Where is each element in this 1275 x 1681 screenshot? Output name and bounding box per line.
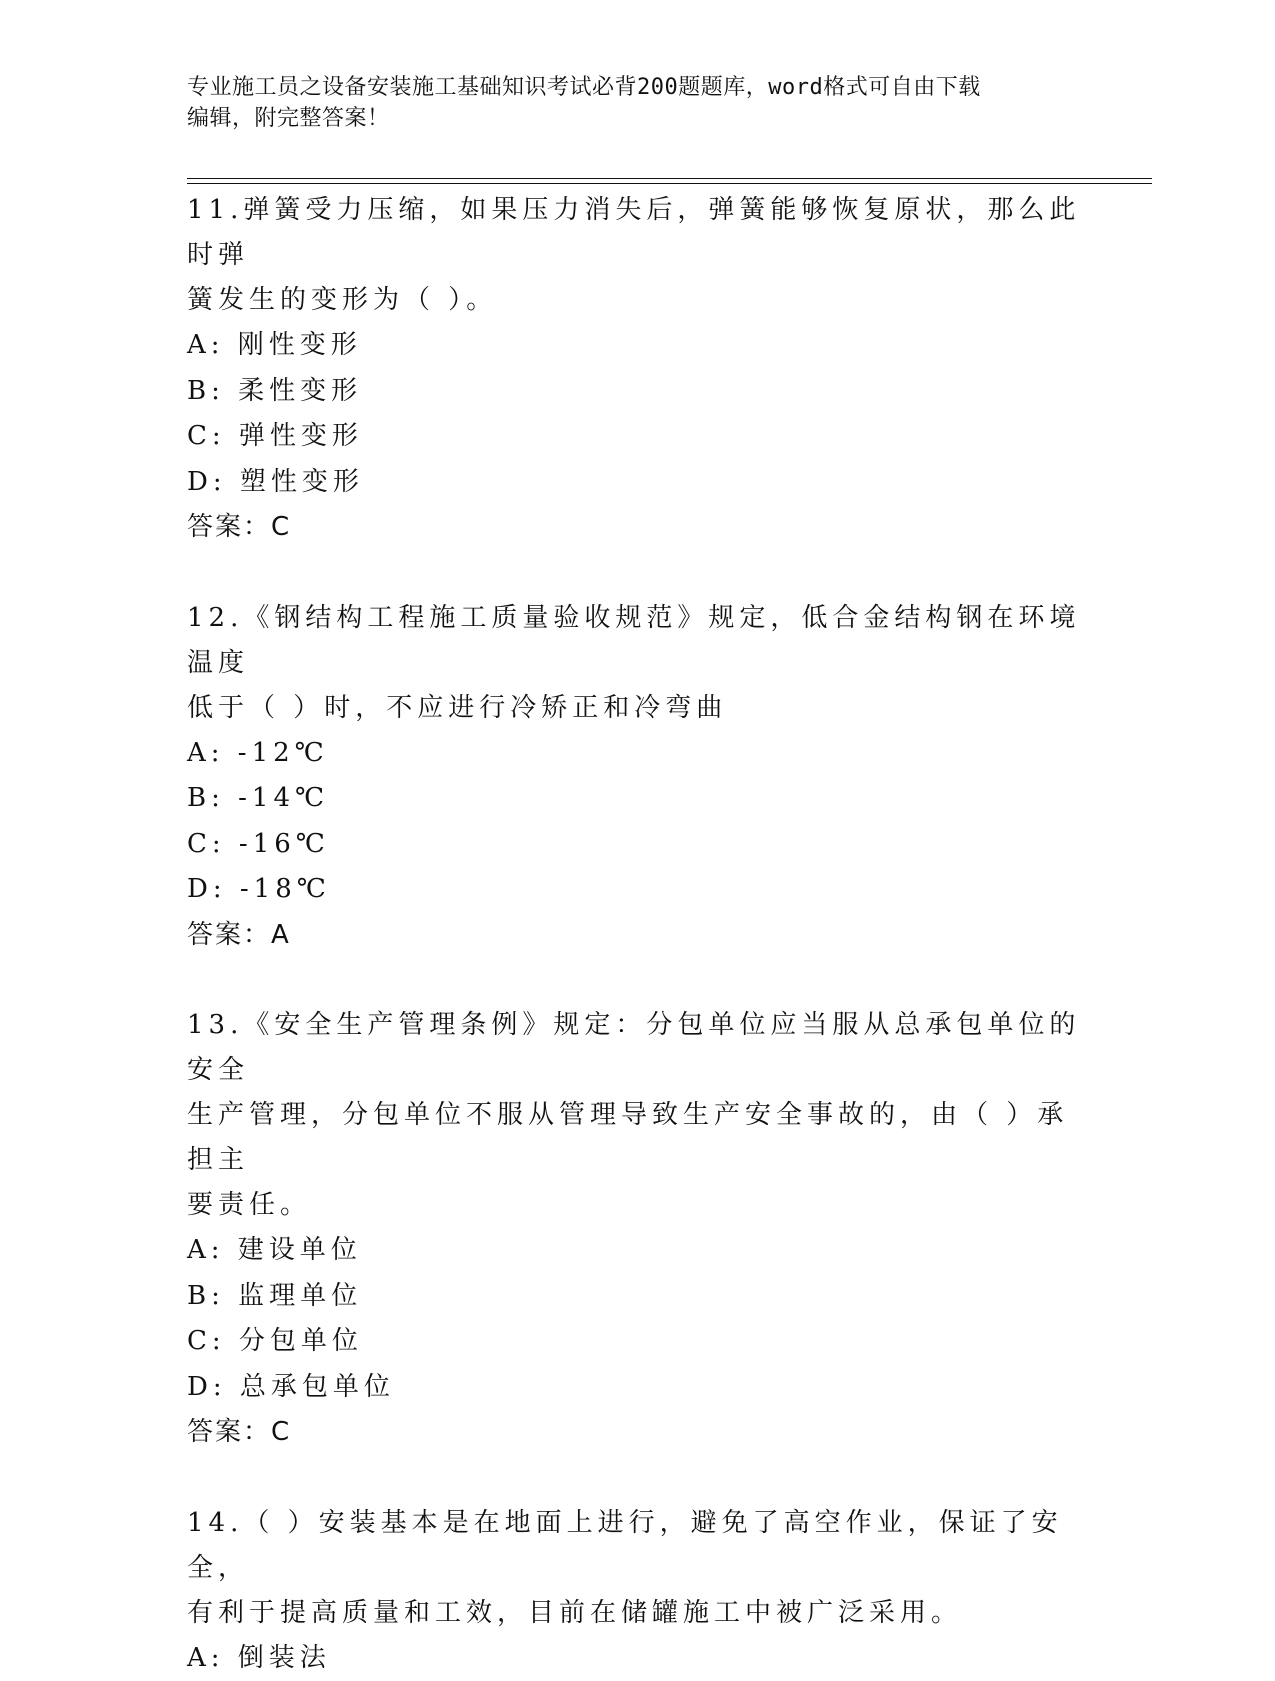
question-text-line: 13.《安全生产管理条例》规定：分包单位应当服从总承包单位的安全 xyxy=(187,1003,1087,1093)
header-line-2: 编辑，附完整答案！ xyxy=(187,103,1067,134)
header-line-1: 专业施工员之设备安装施工基础知识考试必背200题题库，word格式可自由下载 xyxy=(187,72,1067,103)
option-d: D: 塑性变形 xyxy=(187,460,1087,506)
option-c: C: -16℃ xyxy=(187,822,1087,868)
answer: 答案：A xyxy=(187,913,1087,959)
option-d: D: -18℃ xyxy=(187,867,1087,913)
option-d: D: 总承包单位 xyxy=(187,1365,1087,1411)
header-divider-bottom xyxy=(187,183,1152,184)
option-a: A: 倒装法 xyxy=(187,1636,1087,1681)
question-text-line: 12.《钢结构工程施工质量验收规范》规定，低合金结构钢在环境温度 xyxy=(187,596,1087,686)
option-a: A: 刚性变形 xyxy=(187,323,1087,369)
option-a: A: 建设单位 xyxy=(187,1228,1087,1274)
question-14 xyxy=(187,1501,1087,1681)
question-text-line: 14.（ ）安装基本是在地面上进行，避免了高空作业，保证了安全， xyxy=(187,1501,1087,1591)
option-c: C: 弹性变形 xyxy=(187,414,1087,460)
answer: 答案：C xyxy=(187,505,1087,551)
answer: 答案：C xyxy=(187,1410,1087,1456)
document-header xyxy=(187,72,1067,134)
question-text-line: 有利于提高质量和工效，目前在储罐施工中被广泛采用。 xyxy=(187,1591,1087,1636)
question-list xyxy=(187,188,1087,1681)
question-text-line: 低于（ ）时，不应进行冷矫正和冷弯曲 xyxy=(187,686,1087,731)
question-text-line: 11.弹簧受力压缩，如果压力消失后，弹簧能够恢复原状，那么此时弹 xyxy=(187,188,1087,278)
option-b: B: 柔性变形 xyxy=(187,369,1087,415)
option-c: C: 分包单位 xyxy=(187,1319,1087,1365)
option-b: B: 监理单位 xyxy=(187,1274,1087,1320)
question-13 xyxy=(187,1003,1087,1456)
question-text-line: 生产管理，分包单位不服从管理导致生产安全事故的，由（ ）承担主 xyxy=(187,1093,1087,1183)
question-12 xyxy=(187,596,1087,959)
question-text-line: 要责任。 xyxy=(187,1183,1087,1228)
question-11 xyxy=(187,188,1087,551)
header-divider-top xyxy=(187,178,1152,179)
option-b: B: -14℃ xyxy=(187,776,1087,822)
option-a: A: -12℃ xyxy=(187,731,1087,777)
question-text-line: 簧发生的变形为（ ）。 xyxy=(187,278,1087,323)
